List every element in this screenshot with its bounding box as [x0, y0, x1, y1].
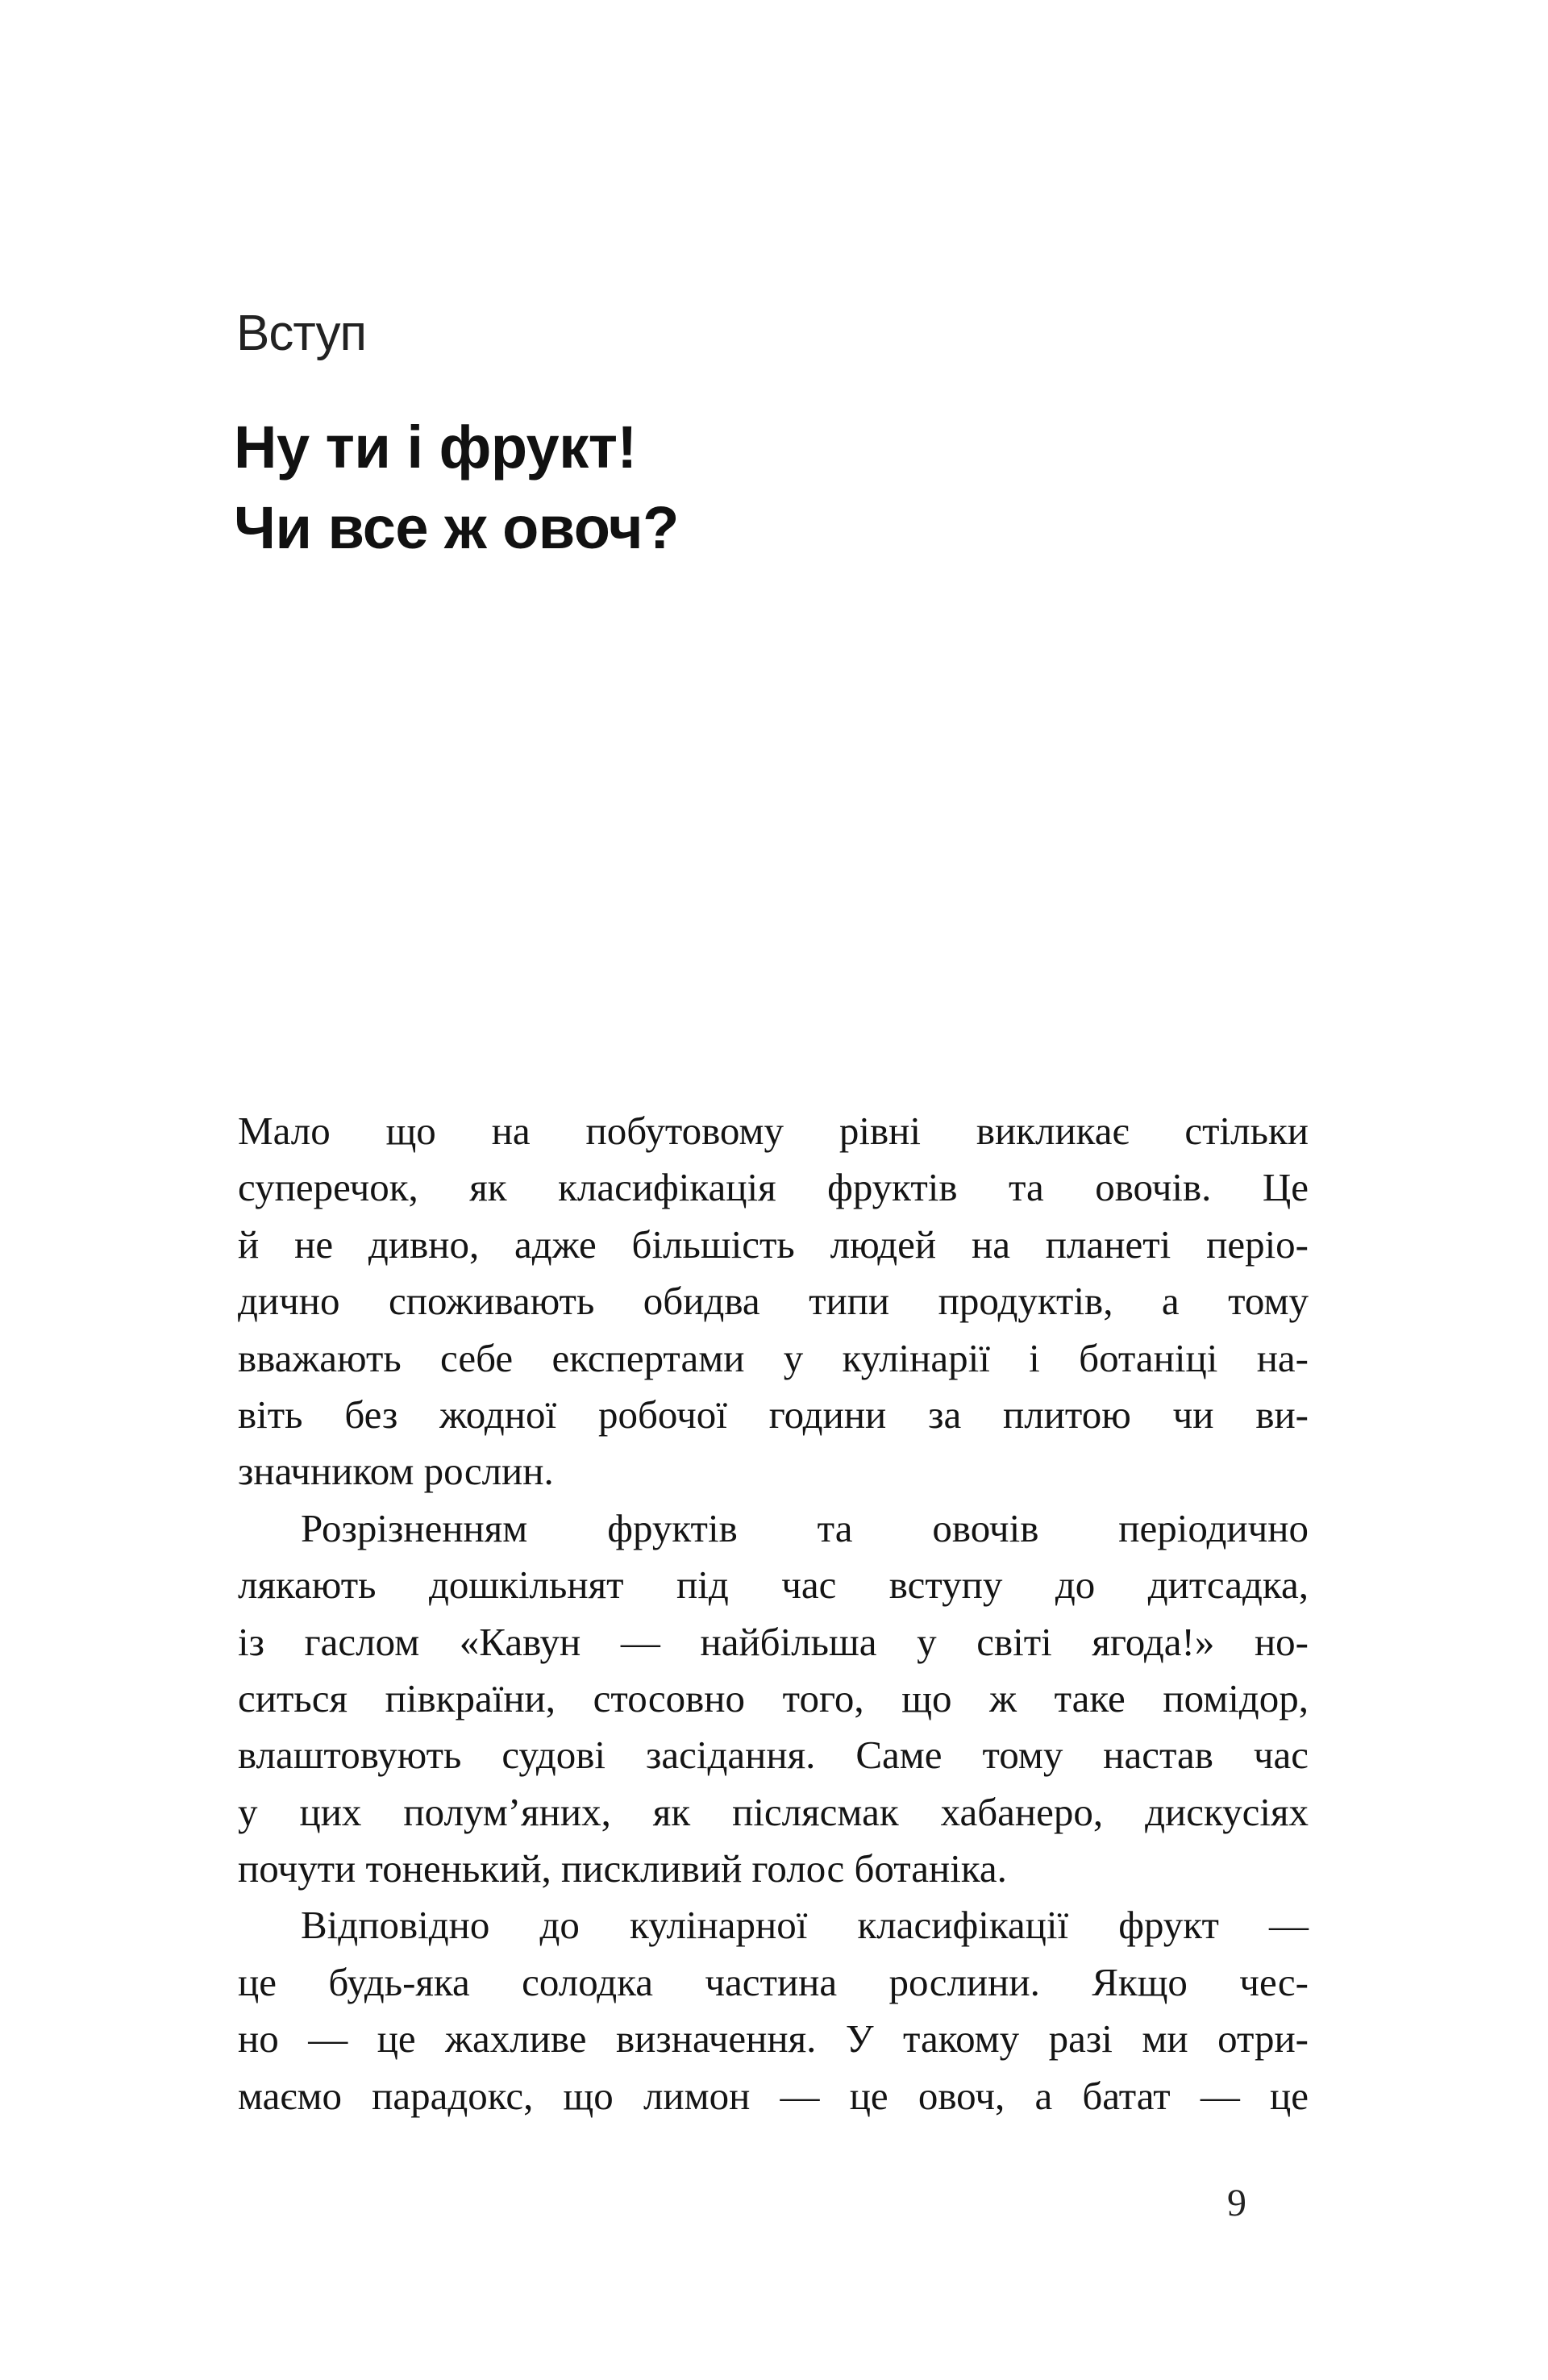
body-line: ситься півкраїни, стосовно того, що ж таке помідор,	[238, 1675, 1309, 1721]
body-line: віть без жодної робочої години за плитою чи ви-	[238, 1392, 1309, 1437]
body-line: Відповідно до кулінарної класифікації фрукт —	[301, 1903, 1309, 1948]
body-line: значником рослин.	[238, 1449, 554, 1494]
body-line: влаштовують судові засідання. Саме тому настав час	[238, 1733, 1309, 1778]
chapter-title-line: Чи все ж овоч?	[234, 494, 679, 561]
body-line: лякають дошкільнят під час вступу до дитсадка,	[238, 1562, 1309, 1608]
body-line: у цих полум’яних, як післясмак хабанеро, дискусіях	[238, 1789, 1309, 1834]
body-line: й не дивно, адже більшість людей на планеті періо-	[238, 1221, 1309, 1267]
chapter-title-line: Ну ти і фрукт!	[234, 414, 637, 481]
body-text	[238, 1103, 1309, 2124]
body-line: Мало що на побутовому рівні викликає стільки	[238, 1109, 1309, 1153]
body-line: но — це жахливе визначення. У такому разі ми отри-	[238, 2016, 1309, 2062]
body-line: почути тоненький, пискливий голос ботаніка.	[238, 1846, 1007, 1891]
chapter-title	[234, 407, 679, 568]
body-line: суперечок, як класифікація фруктів та овочів. Це	[238, 1165, 1309, 1210]
body-line: дично споживають обидва типи продуктів, а тому	[238, 1279, 1309, 1324]
body-line: вважають себе експертами у кулінарії і ботаніці на-	[238, 1335, 1309, 1380]
body-line: це будь-яка солодка частина рослини. Якщо чес-	[238, 1959, 1309, 2004]
body-line: маємо парадокс, що лимон — це овоч, а батат — це	[238, 2073, 1309, 2118]
section-label: Вступ	[236, 306, 367, 361]
page-number: 9	[1227, 2182, 1246, 2224]
body-line: Розрізненням фруктів та овочів періодично	[301, 1505, 1309, 1550]
body-line: із гаслом «Кавун — найбільша у світі ягода!» но-	[238, 1619, 1309, 1664]
